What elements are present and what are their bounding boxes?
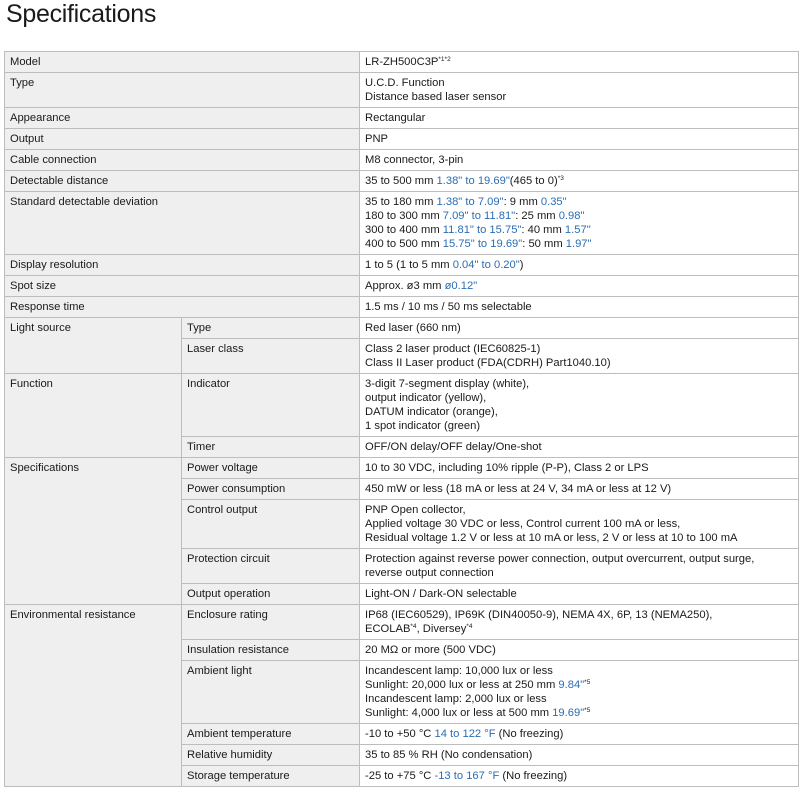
value-text: OFF/ON delay/OFF delay/One-shot [365, 441, 542, 453]
spec-row [5, 171, 799, 192]
spec-label: Detectable distance [5, 171, 360, 192]
spec-label: Appearance [5, 108, 360, 129]
value-text: M8 connector, 3-pin [365, 154, 464, 166]
spec-value-line [365, 643, 794, 657]
spec-value [360, 640, 799, 661]
footnote-ref: *4 [466, 623, 473, 630]
value-text: 10 to 30 VDC, including 10% ripple (P-P), Class 2 or LPS [365, 462, 649, 474]
spec-row [5, 276, 799, 297]
spec-label: Output [5, 129, 360, 150]
value-text: -10 to +50 °C [365, 728, 435, 740]
value-text: (No freezing) [499, 770, 568, 782]
spec-value [360, 766, 799, 787]
spec-value-line [365, 706, 794, 720]
spec-sublabel: Ambient light [182, 661, 360, 724]
spec-label: Standard detectable deviation [5, 192, 360, 255]
spec-row [5, 255, 799, 276]
spec-sublabel: Relative humidity [182, 745, 360, 766]
imperial-value: 11.81" to 15.75" [442, 224, 522, 236]
imperial-value: 9.84" [558, 679, 585, 691]
spec-label: Response time [5, 297, 360, 318]
spec-sublabel: Ambient temperature [182, 724, 360, 745]
footnote-ref: *3 [557, 175, 564, 182]
spec-value-line [365, 55, 794, 69]
value-text: DATUM indicator (orange), [365, 406, 498, 418]
spec-value-line [365, 258, 794, 272]
spec-value-line [365, 552, 794, 566]
spec-sublabel: Type [182, 318, 360, 339]
spec-value-line [365, 622, 794, 636]
spec-value-line [365, 727, 794, 741]
imperial-value: 19.69" [552, 707, 585, 719]
spec-value [360, 192, 799, 255]
value-text: Sunlight: 4,000 lux or less at 500 mm [365, 707, 553, 719]
spec-value-line [365, 356, 794, 370]
value-text: 300 to 400 mm [365, 224, 443, 236]
imperial-value: ø0.12" [444, 280, 478, 292]
value-text: Class 2 laser product (IEC60825-1) [365, 343, 541, 355]
spec-sublabel: Control output [182, 500, 360, 549]
spec-value [360, 73, 799, 108]
page-title: Specifications [6, 0, 157, 28]
value-text: reverse output connection [365, 567, 494, 579]
spec-value [360, 479, 799, 500]
value-text: , Diversey [416, 623, 467, 635]
value-text: LR-ZH500C3P [365, 56, 439, 68]
spec-sublabel: Protection circuit [182, 549, 360, 584]
spec-value-line [365, 769, 794, 783]
value-text: output indicator (yellow), [365, 392, 487, 404]
value-text: : 50 mm [522, 238, 566, 250]
value-text: 180 to 300 mm [365, 210, 443, 222]
value-text: ECOLAB [365, 623, 411, 635]
spec-label: Display resolution [5, 255, 360, 276]
spec-value-line [365, 440, 794, 454]
value-text: Protection against reverse power connection, output overcurrent, output surge, [365, 553, 755, 565]
spec-value-line [365, 153, 794, 167]
imperial-value: 1.38" to 19.69" [436, 175, 510, 187]
spec-row [5, 129, 799, 150]
value-text: 35 to 500 mm [365, 175, 437, 187]
spec-label: Model [5, 52, 360, 73]
value-text: : 9 mm [503, 196, 541, 208]
value-text: PNP [365, 133, 389, 145]
spec-value [360, 605, 799, 640]
value-text: Light-ON / Dark-ON selectable [365, 588, 517, 600]
imperial-value: 1.97" [565, 238, 592, 250]
value-text: 1 to 5 (1 to 5 mm [365, 259, 453, 271]
spec-value-line [365, 195, 794, 209]
spec-value-line [365, 377, 794, 391]
spec-row [5, 297, 799, 318]
value-text: (No freezing) [495, 728, 564, 740]
value-text: 35 to 85 % RH (No condensation) [365, 749, 533, 761]
spec-value-line [365, 405, 794, 419]
spec-value-line [365, 503, 794, 517]
spec-value-line [365, 111, 794, 125]
imperial-value: 7.09" to 11.81" [442, 210, 516, 222]
spec-value-line [365, 237, 794, 251]
spec-value-line [365, 76, 794, 90]
footnote-ref: *4 [410, 623, 417, 630]
spec-value [360, 318, 799, 339]
imperial-value: 0.04" to 0.20" [452, 259, 520, 271]
spec-value-line [365, 608, 794, 622]
spec-value [360, 297, 799, 318]
spec-value-line [365, 342, 794, 356]
value-text: Sunlight: 20,000 lux or less at 250 mm [365, 679, 559, 691]
value-text: 3-digit 7-segment display (white), [365, 378, 530, 390]
spec-value-line [365, 461, 794, 475]
spec-sublabel: Enclosure rating [182, 605, 360, 640]
spec-value-line [365, 90, 794, 104]
value-text: PNP Open collector, [365, 504, 466, 516]
value-text: IP68 (IEC60529), IP69K (DIN40050-9), NEMA 4X, 6P, 13 (NEMA250), [365, 609, 713, 621]
footnote-ref: *1*2 [438, 56, 451, 63]
spec-value-line [365, 566, 794, 580]
spec-value [360, 661, 799, 724]
value-text: U.C.D. Function [365, 77, 445, 89]
spec-value [360, 724, 799, 745]
spec-sublabel: Storage temperature [182, 766, 360, 787]
spec-value-line [365, 209, 794, 223]
spec-row [5, 318, 799, 339]
spec-table [4, 51, 799, 787]
spec-value-line [365, 664, 794, 678]
spec-group-label: Specifications [5, 458, 182, 605]
spec-value [360, 549, 799, 584]
spec-value [360, 129, 799, 150]
spec-row [5, 108, 799, 129]
spec-value [360, 374, 799, 437]
spec-value [360, 171, 799, 192]
footnote-ref: *5 [584, 679, 591, 686]
spec-group-label: Light source [5, 318, 182, 374]
value-text: 1 spot indicator (green) [365, 420, 481, 432]
spec-value-line [365, 174, 794, 188]
spec-value [360, 437, 799, 458]
spec-row [5, 52, 799, 73]
spec-value [360, 150, 799, 171]
spec-value [360, 584, 799, 605]
value-text: 20 MΩ or more (500 VDC) [365, 644, 496, 656]
spec-value-line [365, 279, 794, 293]
value-text: ) [519, 259, 524, 271]
spec-value [360, 745, 799, 766]
value-text: 400 to 500 mm [365, 238, 443, 250]
spec-value [360, 500, 799, 549]
spec-sublabel: Timer [182, 437, 360, 458]
imperial-value: -13 to 167 °F [434, 770, 500, 782]
imperial-value: 0.35" [540, 196, 567, 208]
spec-value-line [365, 678, 794, 692]
spec-sublabel: Power voltage [182, 458, 360, 479]
value-text: 450 mW or less (18 mA or less at 24 V, 34 mA or less at 12 V) [365, 483, 672, 495]
spec-value-line [365, 517, 794, 531]
spec-value-line [365, 748, 794, 762]
spec-label: Spot size [5, 276, 360, 297]
spec-sublabel: Output operation [182, 584, 360, 605]
spec-row [5, 605, 799, 640]
spec-value-line [365, 132, 794, 146]
spec-value [360, 276, 799, 297]
value-text: Class II Laser product (FDA(CDRH) Part1040.10) [365, 357, 611, 369]
spec-value-line [365, 587, 794, 601]
spec-value-line [365, 223, 794, 237]
value-text: (465 to 0) [509, 175, 558, 187]
value-text: Red laser (660 nm) [365, 322, 461, 334]
spec-row [5, 458, 799, 479]
spec-row [5, 192, 799, 255]
spec-row [5, 73, 799, 108]
spec-value [360, 255, 799, 276]
imperial-value: 1.57" [564, 224, 591, 236]
spec-group-label: Environmental resistance [5, 605, 182, 787]
value-text: : 25 mm [515, 210, 559, 222]
spec-value-line [365, 531, 794, 545]
imperial-value: 14 to 122 °F [434, 728, 496, 740]
value-text: Applied voltage 30 VDC or less, Control current 100 mA or less, [365, 518, 681, 530]
value-text: : 40 mm [521, 224, 565, 236]
imperial-value: 1.38" to 7.09" [436, 196, 504, 208]
value-text: Distance based laser sensor [365, 91, 507, 103]
value-text: Approx. ø3 mm [365, 280, 445, 292]
value-text: 1.5 ms / 10 ms / 50 ms selectable [365, 301, 532, 313]
value-text: Rectangular [365, 112, 426, 124]
spec-value-line [365, 482, 794, 496]
spec-label: Cable connection [5, 150, 360, 171]
spec-value-line [365, 419, 794, 433]
spec-value [360, 52, 799, 73]
imperial-value: 15.75" to 19.69" [442, 238, 523, 250]
value-text: -25 to +75 °C [365, 770, 435, 782]
spec-sublabel: Insulation resistance [182, 640, 360, 661]
spec-value [360, 458, 799, 479]
value-text: Incandescent lamp: 2,000 lux or less [365, 693, 547, 705]
spec-value [360, 339, 799, 374]
spec-sublabel: Indicator [182, 374, 360, 437]
spec-value-line [365, 321, 794, 335]
spec-row [5, 150, 799, 171]
value-text: Residual voltage 1.2 V or less at 10 mA or less, 2 V or less at 10 to 100 mA [365, 532, 738, 544]
spec-value [360, 108, 799, 129]
spec-value-line [365, 300, 794, 314]
spec-value-line [365, 692, 794, 706]
spec-group-label: Function [5, 374, 182, 458]
footnote-ref: *5 [584, 707, 591, 714]
spec-sublabel: Laser class [182, 339, 360, 374]
spec-sublabel: Power consumption [182, 479, 360, 500]
value-text: 35 to 180 mm [365, 196, 437, 208]
spec-row [5, 374, 799, 437]
spec-value-line [365, 391, 794, 405]
spec-label: Type [5, 73, 360, 108]
value-text: Incandescent lamp: 10,000 lux or less [365, 665, 553, 677]
imperial-value: 0.98" [558, 210, 585, 222]
